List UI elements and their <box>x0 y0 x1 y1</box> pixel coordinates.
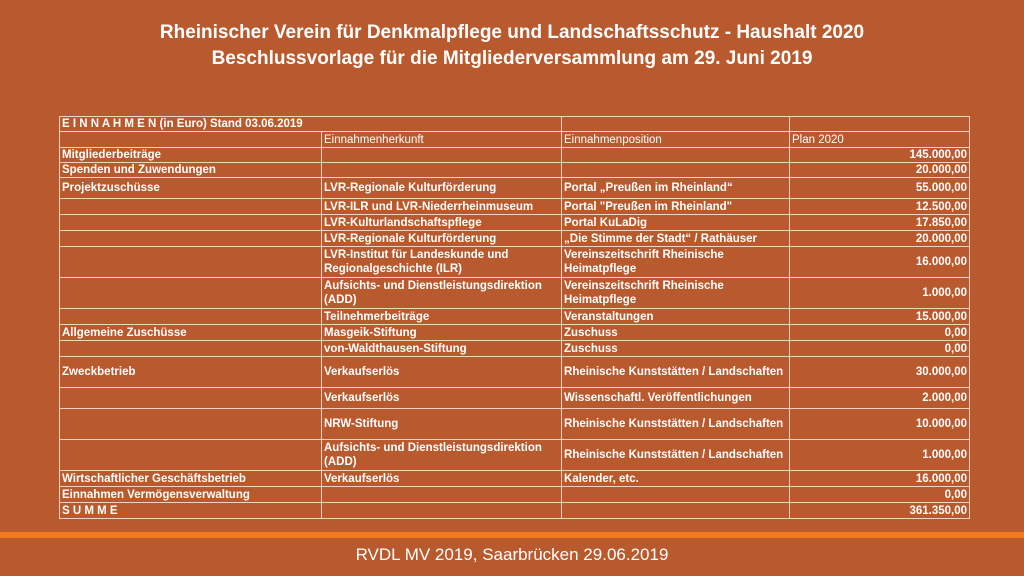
row-source <box>322 487 562 503</box>
row-position: Veranstaltungen <box>562 309 790 325</box>
row-plan: 0,00 <box>790 487 970 503</box>
table-heading: E I N N A H M E N (in Euro) Stand 03.06.2019 <box>60 117 562 132</box>
row-position: Rheinische Kunststätten / Landschaften <box>562 409 790 440</box>
row-plan: 55.000,00 <box>790 178 970 199</box>
row-plan: 10.000,00 <box>790 409 970 440</box>
footer-text: RVDL MV 2019, Saarbrücken 29.06.2019 <box>0 538 1024 576</box>
row-plan: 30.000,00 <box>790 357 970 388</box>
row-source <box>322 148 562 163</box>
row-position: Portal KuLaDig <box>562 215 790 231</box>
row-plan: 12.500,00 <box>790 199 970 215</box>
row-plan: 1.000,00 <box>790 278 970 309</box>
table-row <box>60 163 970 178</box>
row-source: von-Waldthausen-Stiftung <box>322 341 562 357</box>
table-row <box>60 471 970 487</box>
row-plan: 20.000,00 <box>790 231 970 247</box>
row-category <box>60 440 322 471</box>
sum-label: S U M M E <box>60 503 322 519</box>
row-plan: 15.000,00 <box>790 309 970 325</box>
row-plan: 145.000,00 <box>790 148 970 163</box>
row-source: LVR-Kulturlandschaftspflege <box>322 215 562 231</box>
row-position: Rheinische Kunststätten / Landschaften <box>562 357 790 388</box>
table-row <box>60 341 970 357</box>
row-position: Portal "Preußen im Rheinland" <box>562 199 790 215</box>
row-source: LVR-Institut für Landeskunde und Regionalgeschichte (ILR) <box>322 247 562 278</box>
row-source: Masgeik-Stiftung <box>322 325 562 341</box>
table-row <box>60 215 970 231</box>
row-position <box>562 487 790 503</box>
row-plan: 16.000,00 <box>790 247 970 278</box>
table-row <box>60 357 970 388</box>
row-category <box>60 215 322 231</box>
table-row <box>60 231 970 247</box>
table-row <box>60 178 970 199</box>
row-plan: 2.000,00 <box>790 388 970 409</box>
table-row <box>60 247 970 278</box>
sum-row <box>60 503 970 519</box>
row-category <box>60 247 322 278</box>
title-line-2: Beschlussvorlage für die Mitgliederversammlung am 29. Juni 2019 <box>211 48 813 69</box>
row-position: Zuschuss <box>562 325 790 341</box>
table-row <box>60 148 970 163</box>
table-row <box>60 487 970 503</box>
table-row <box>60 440 970 471</box>
row-source: LVR-Regionale Kulturförderung <box>322 178 562 199</box>
table-heading-row <box>60 117 970 132</box>
column-header: Einnahmenposition <box>562 132 790 148</box>
row-plan: 0,00 <box>790 341 970 357</box>
column-header-row <box>60 132 970 148</box>
row-position: Kalender, etc. <box>562 471 790 487</box>
budget-table <box>59 116 970 519</box>
column-header <box>60 132 322 148</box>
row-source: LVR-Regionale Kulturförderung <box>322 231 562 247</box>
row-category: Wirtschaftlicher Geschäftsbetrieb <box>60 471 322 487</box>
row-category: Einnahmen Vermögensverwaltung <box>60 487 322 503</box>
row-position <box>562 163 790 178</box>
table-row <box>60 278 970 309</box>
row-plan: 1.000,00 <box>790 440 970 471</box>
row-position: Portal „Preußen im Rheinland“ <box>562 178 790 199</box>
row-position: Wissenschaftl. Veröffentlichungen <box>562 388 790 409</box>
row-category: Spenden und Zuwendungen <box>60 163 322 178</box>
row-category: Allgemeine Zuschüsse <box>60 325 322 341</box>
row-category <box>60 199 322 215</box>
row-category: Zweckbetrieb <box>60 357 322 388</box>
title-line-1: Rheinischer Verein für Denkmalpflege und Landschaftsschutz - Haushalt 2020 <box>159 22 865 43</box>
row-source <box>322 163 562 178</box>
slide-title <box>0 20 1024 72</box>
row-source: Verkaufserlös <box>322 388 562 409</box>
row-source: Verkaufserlös <box>322 471 562 487</box>
row-category: Mitgliederbeiträge <box>60 148 322 163</box>
row-source: Teilnehmerbeiträge <box>322 309 562 325</box>
row-category <box>60 341 322 357</box>
row-category: Projektzuschüsse <box>60 178 322 199</box>
row-position: „Die Stimme der Stadt“ / Rathäuser <box>562 231 790 247</box>
table-row <box>60 388 970 409</box>
row-position: Vereinszeitschrift Rheinische Heimatpflege <box>562 247 790 278</box>
table-row <box>60 325 970 341</box>
column-header: Einnahmenherkunft <box>322 132 562 148</box>
row-position: Zuschuss <box>562 341 790 357</box>
row-category <box>60 231 322 247</box>
column-header: Plan 2020 <box>790 132 970 148</box>
row-category <box>60 409 322 440</box>
row-category <box>60 309 322 325</box>
row-position: Vereinszeitschrift Rheinische Heimatpflege <box>562 278 790 309</box>
row-plan: 17.850,00 <box>790 215 970 231</box>
table-row <box>60 309 970 325</box>
row-plan: 20.000,00 <box>790 163 970 178</box>
row-position: Rheinische Kunststätten / Landschaften <box>562 440 790 471</box>
row-plan: 16.000,00 <box>790 471 970 487</box>
table-row <box>60 409 970 440</box>
row-position <box>562 148 790 163</box>
row-source: Aufsichts- und Dienstleistungsdirektion (ADD) <box>322 440 562 471</box>
row-category <box>60 388 322 409</box>
sum-value: 361.350,00 <box>790 503 970 519</box>
row-source: Verkaufserlös <box>322 357 562 388</box>
row-category <box>60 278 322 309</box>
table-row <box>60 199 970 215</box>
row-source: NRW-Stiftung <box>322 409 562 440</box>
row-plan: 0,00 <box>790 325 970 341</box>
row-source: LVR-ILR und LVR-Niederrheinmuseum <box>322 199 562 215</box>
row-source: Aufsichts- und Dienstleistungsdirektion (ADD) <box>322 278 562 309</box>
